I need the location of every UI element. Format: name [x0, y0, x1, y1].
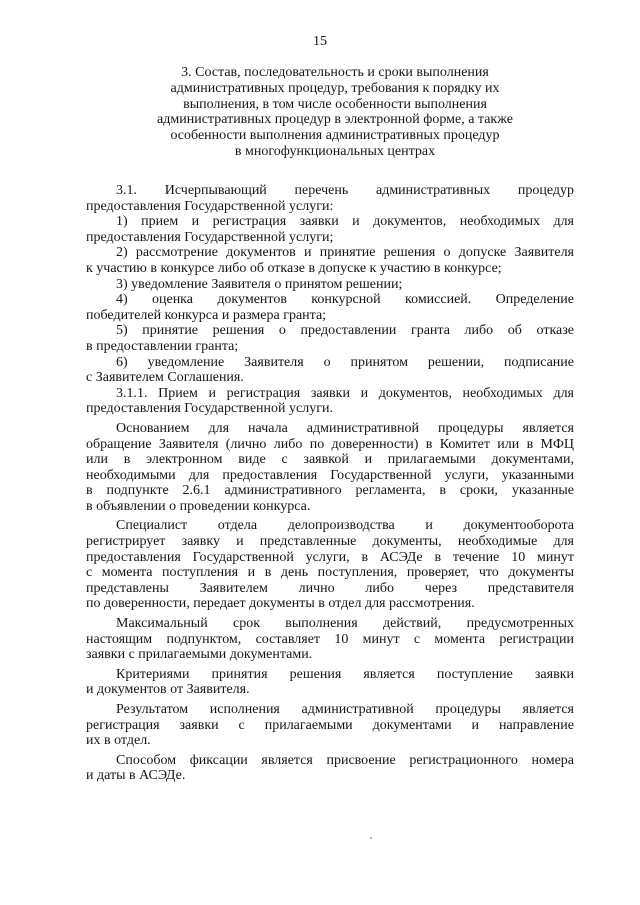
paragraph-line: их в отдел. — [86, 733, 151, 749]
paragraph — [86, 323, 574, 354]
paragraph — [86, 214, 574, 245]
paragraph-line: победителей конкурса и размера гранта; — [86, 307, 327, 323]
heading-line: в многофункциональных центрах — [234, 143, 436, 159]
paragraph-line: предоставления Государственной услуги: — [86, 198, 334, 214]
paragraph — [86, 292, 574, 323]
section-heading — [100, 65, 570, 160]
paragraph — [86, 518, 574, 612]
paragraph-line: настоящим подпунктом, составляет 10 минут с момента регистрации — [86, 631, 574, 647]
paragraph-line: представлены Заявителем лично либо через представителя — [86, 580, 574, 596]
paragraph-line: 6) уведомление Заявителя о принятом решении, подписание — [116, 354, 574, 370]
scan-mark — [370, 837, 372, 839]
heading-line: 3. Состав, последовательность и сроки выполнения — [181, 65, 489, 80]
heading-line: выполнения, в том числе особенности выполнения — [183, 96, 487, 112]
paragraph-line: регистрирует заявку и представленные документы, необходимые для — [86, 534, 574, 550]
paragraph-line: Критериями принятия решения является поступление заявки — [116, 666, 574, 682]
paragraph — [86, 355, 574, 386]
paragraph-line: Основанием для начала административной процедуры является — [116, 420, 574, 436]
paragraph-line: предоставления Государственной услуги; — [86, 229, 334, 245]
paragraph-line: в предоставлении гранта; — [86, 338, 239, 354]
paragraph-line: и документов от Заявителя. — [86, 682, 250, 698]
body-text — [86, 183, 574, 784]
heading-line: административных процедур в электронной форме, а также — [157, 112, 513, 128]
paragraph — [86, 616, 574, 663]
page-number: 15 — [313, 34, 327, 49]
paragraph-line: 2) рассмотрение документов и принятие решения о допуске Заявителя — [116, 245, 574, 261]
paragraph — [86, 183, 574, 214]
paragraph — [86, 421, 574, 515]
paragraph — [86, 702, 574, 749]
paragraph-line: необходимыми для предоставления Государственной услуги, указанными — [86, 467, 574, 483]
paragraph-line: 3.1. Исчерпывающий перечень административных процедур — [116, 183, 574, 198]
paragraph-line: 1) прием и регистрация заявки и документов, необходимых для — [116, 214, 574, 230]
paragraph-line: с Заявителем Соглашения. — [86, 370, 244, 386]
paragraph-line: заявки с прилагаемыми документами. — [86, 647, 313, 663]
paragraph-line: предоставления Государственной услуги. — [86, 401, 333, 417]
paragraph — [86, 245, 574, 276]
heading-line: особенности выполнения административных процедур — [170, 128, 500, 144]
paragraph — [86, 753, 574, 784]
paragraph — [86, 277, 574, 293]
paragraph — [86, 386, 574, 417]
paragraph-line: с момента поступления и в день поступления, проверяет, что документы — [86, 565, 574, 581]
paragraph-line: регистрация заявки с прилагаемыми документами и направление — [86, 717, 574, 733]
paragraph-line: Способом фиксации является присвоение регистрационного номера — [116, 752, 574, 768]
heading-line: административных процедур, требования к порядку их — [170, 80, 500, 96]
paragraph-line: Максимальный срок выполнения действий, предусмотренных — [116, 616, 574, 632]
paragraph-line: к участию в конкурсе либо об отказе в допуске к участию в конкурсе; — [86, 260, 502, 276]
paragraph-line: Специалист отдела делопроизводства и документооборота — [116, 518, 574, 534]
paragraph-line: в объявлении о проведении конкурса. — [86, 498, 311, 514]
paragraph-line: обращение Заявителя (лично либо по доверенности) в Комитет или в МФЦ — [86, 436, 574, 452]
paragraph-line: в подпункте 2.6.1 административного регламента, в сроки, указанные — [86, 483, 574, 499]
paragraph — [86, 667, 574, 698]
paragraph-line: 5) принятие решения о предоставлении гранта либо об отказе — [116, 323, 574, 339]
paragraph-line: по доверенности, передает документы в отдел для рассмотрения. — [86, 596, 475, 612]
paragraph-line: Результатом исполнения административной процедуры является — [116, 702, 574, 717]
paragraph-line: 3) уведомление Заявителя о принятом решении; — [116, 276, 403, 292]
paragraph-line: или в электронном виде с заявкой и прилагаемыми документами, — [86, 452, 574, 468]
paragraph-line: 3.1.1. Прием и регистрация заявки и документов, необходимых для — [116, 385, 574, 401]
paragraph-line: и даты в АСЭДе. — [86, 768, 186, 784]
paragraph-line: предоставления Государственной услуги, в АСЭДе в течение 10 минут — [86, 549, 574, 565]
paragraph-line: 4) оценка документов конкурсной комиссией. Определение — [116, 292, 574, 308]
